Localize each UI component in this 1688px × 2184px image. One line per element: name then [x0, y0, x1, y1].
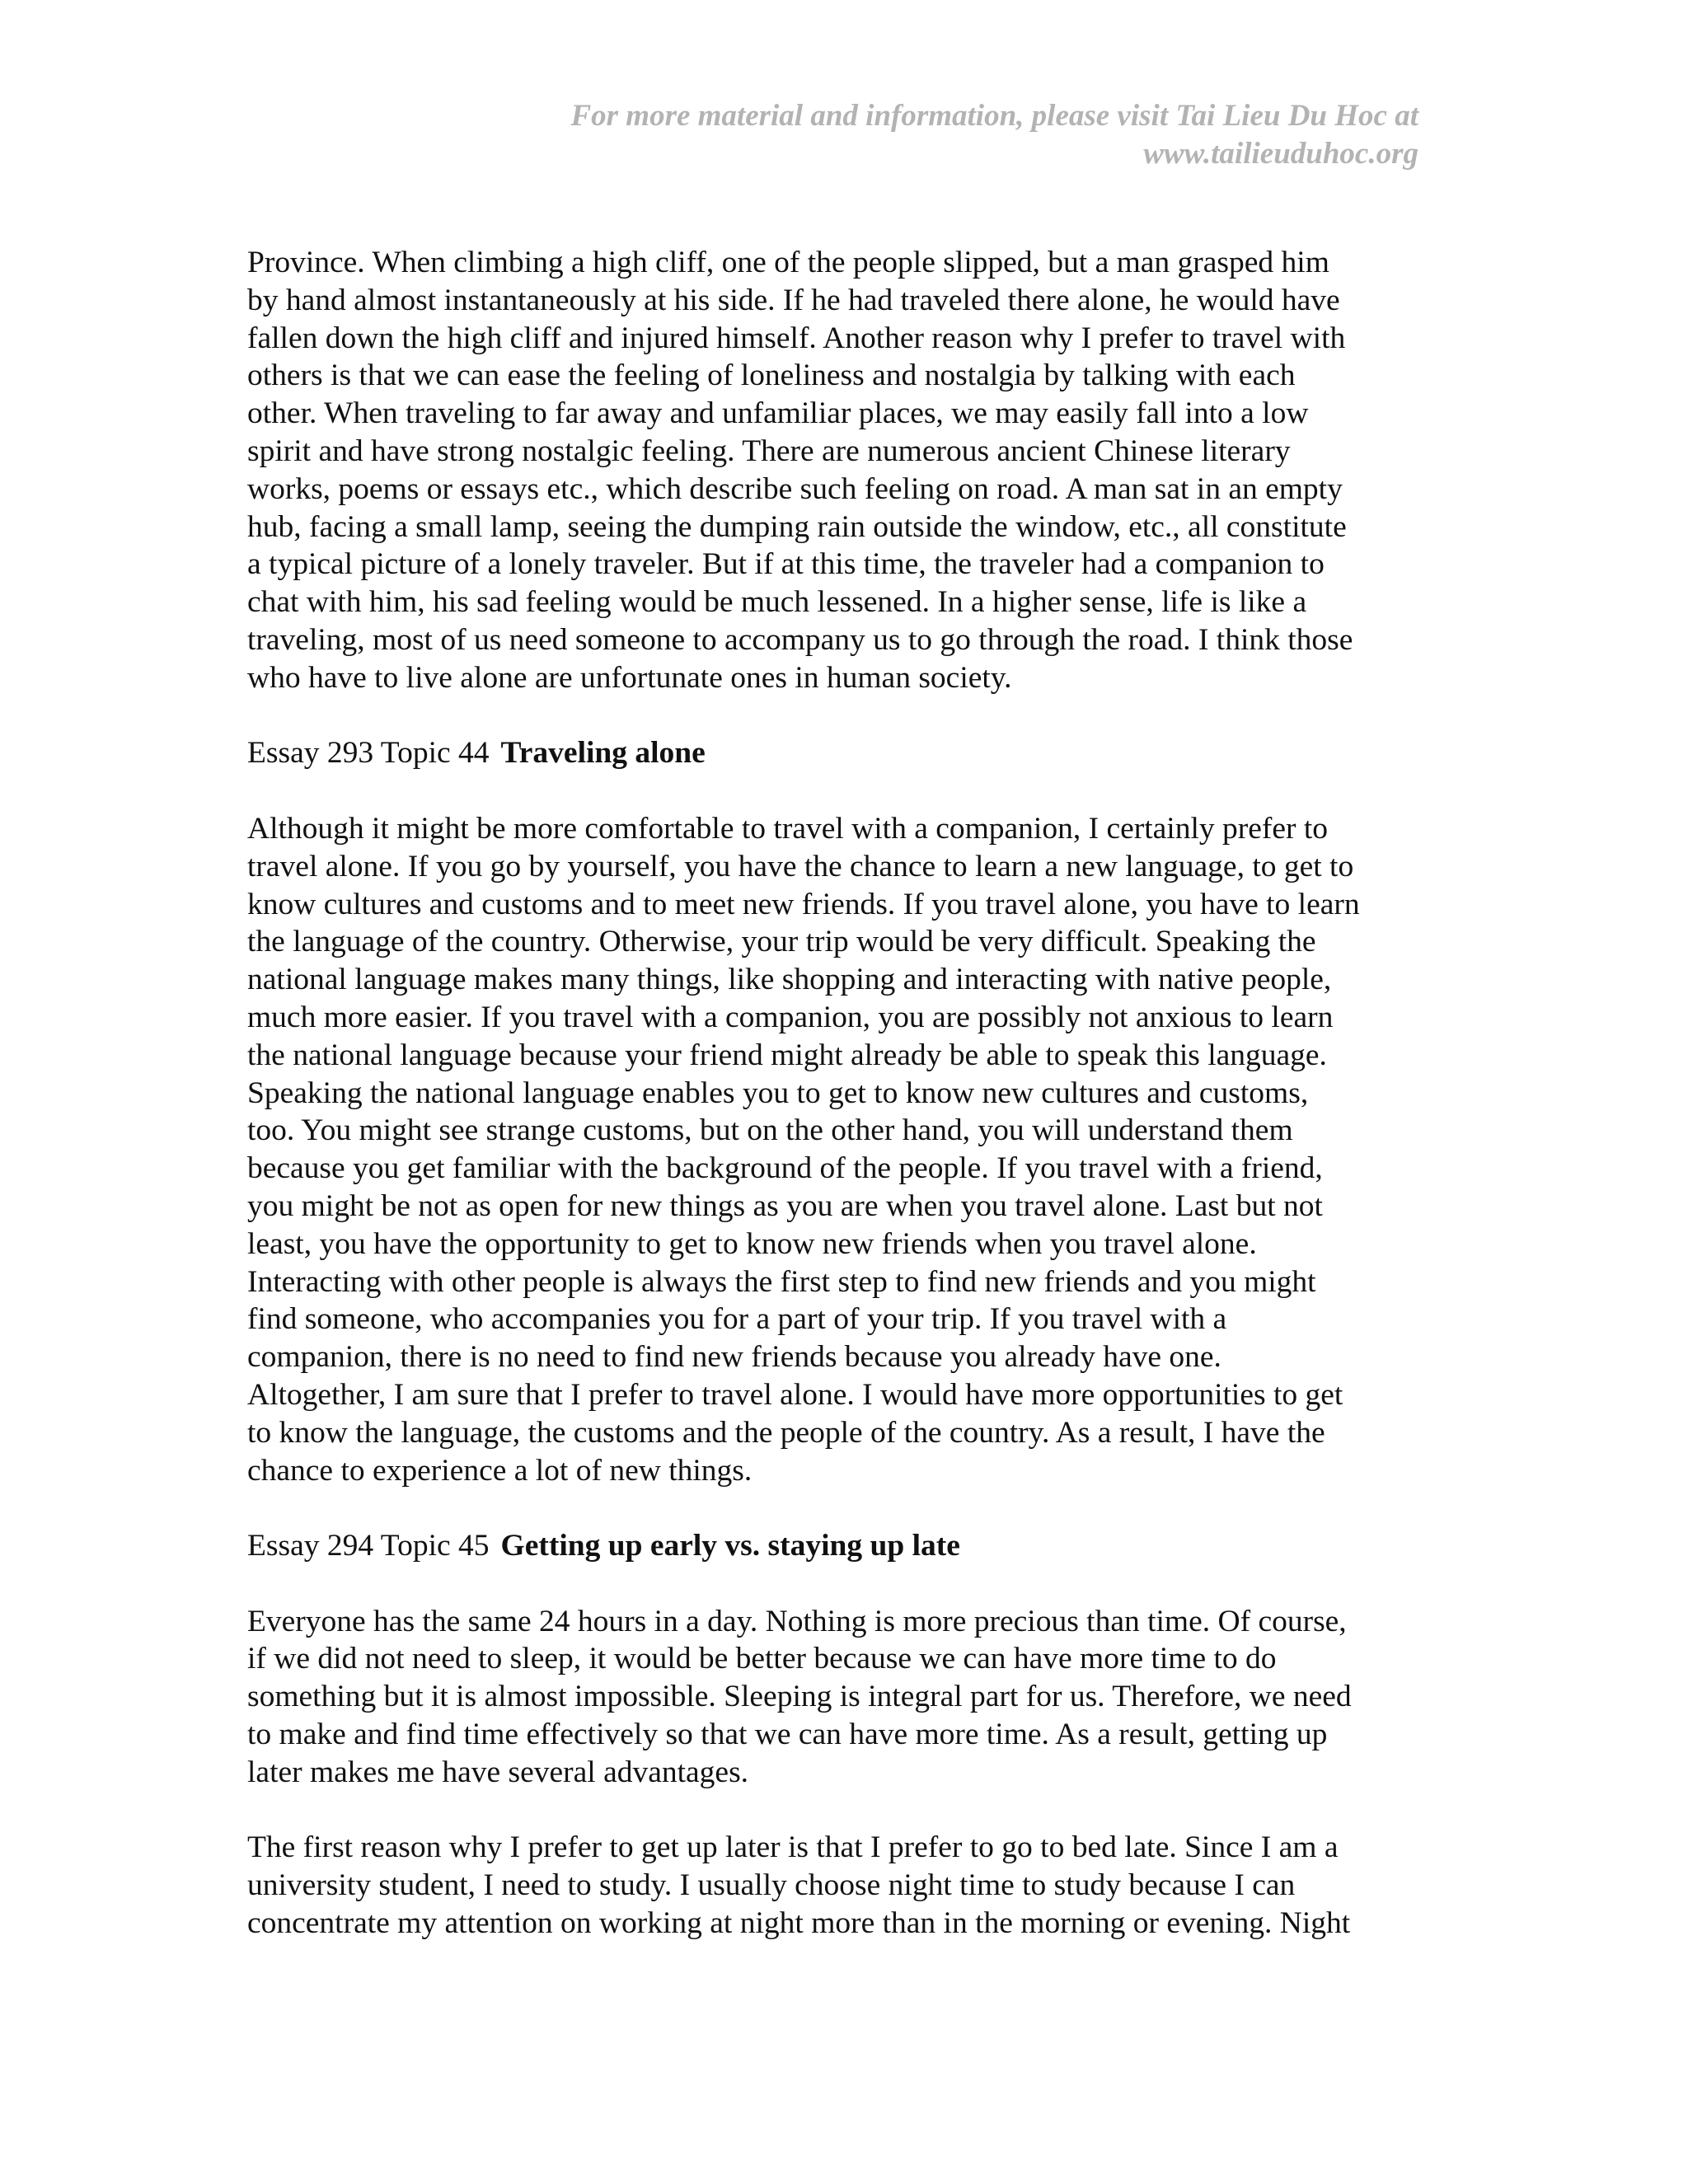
- text-line: a typical picture of a lonely traveler. But if at this time, the traveler had a companion to: [247, 547, 1325, 582]
- text-line: you might be not as open for new things as you are when you travel alone. Last but not: [247, 1188, 1323, 1223]
- text-line: something but it is almost impossible. Sleeping is integral part for us. Therefore, we need: [247, 1680, 1352, 1714]
- paragraph-gap: [247, 697, 1434, 735]
- text-line: Speaking the national language enables you to get to know new cultures and customs,: [247, 1076, 1309, 1110]
- text-line: traveling, most of us need someone to accompany us to go through the road. I think those: [247, 622, 1353, 657]
- essay-294-title: Getting up early vs. staying up late: [500, 1529, 960, 1563]
- text-line: travel alone. If you go by yourself, you have the chance to learn a new language, to get to: [247, 849, 1354, 883]
- paragraph-gap: [247, 1792, 1434, 1830]
- essay-293-paragraph: [247, 810, 1434, 1489]
- text-line: Altogether, I am sure that I prefer to travel alone. I would have more opportunities to get: [247, 1377, 1343, 1412]
- page-header: [429, 97, 1418, 173]
- paragraph-gap: [247, 772, 1434, 810]
- text-line: works, poems or essays etc., which describe such feeling on road. A man sat in an empty: [247, 471, 1343, 506]
- essay-293-label: Essay 293 Topic 44: [247, 736, 490, 771]
- header-line-2: www.tailieuduhoc.org: [1143, 137, 1418, 171]
- text-line: to make and find time effectively so that we can have more time. As a result, getting up: [247, 1718, 1328, 1752]
- text-line: fallen down the high cliff and injured himself. Another reason why I prefer to travel with: [247, 321, 1346, 355]
- text-line: Everyone has the same 24 hours in a day. Nothing is more precious than time. Of course,: [247, 1604, 1347, 1638]
- essay-294-label: Essay 294 Topic 45: [247, 1529, 490, 1563]
- essay-293-heading: [247, 734, 1434, 772]
- paragraph-gap: [247, 1565, 1434, 1603]
- text-line: too. You might see strange customs, but on the other hand, you will understand them: [247, 1113, 1293, 1148]
- text-line: other. When traveling to far away and unfamiliar places, we may easily fall into a low: [247, 396, 1309, 431]
- intro-paragraph: [247, 244, 1434, 697]
- text-line: others is that we can ease the feeling of loneliness and nostalgia by talking with each: [247, 359, 1296, 393]
- text-line: companion, there is no need to find new friends because you already have one.: [247, 1340, 1221, 1375]
- text-line: concentrate my attention on working at night more than in the morning or evening. Night: [247, 1906, 1351, 1941]
- text-line: Province. When climbing a high cliff, one of the people slipped, but a man grasped him: [247, 246, 1329, 279]
- text-line: later makes me have several advantages.: [247, 1755, 749, 1789]
- text-line: if we did not need to sleep, it would be better because we can have more time to do: [247, 1642, 1277, 1676]
- text-line: the national language because your friend might already be able to speak this language.: [247, 1038, 1327, 1072]
- text-line: the language of the country. Otherwise, your trip would be very difficult. Speaking the: [247, 925, 1316, 959]
- text-line: chance to experience a lot of new things.: [247, 1453, 753, 1488]
- text-line: university student, I need to study. I usually choose night time to study because I can: [247, 1868, 1296, 1903]
- document-body: [247, 244, 1434, 1943]
- text-line: Interacting with other people is always the first step to find new friends and you might: [247, 1264, 1316, 1299]
- text-line: national language makes many things, like shopping and interacting with native people,: [247, 963, 1332, 997]
- text-line: by hand almost instantaneously at his side. If he had traveled there alone, he would have: [247, 283, 1340, 317]
- text-line: least, you have the opportunity to get to know new friends when you travel alone.: [247, 1226, 1257, 1261]
- text-line: who have to live alone are unfortunate ones in human society.: [247, 660, 1012, 695]
- text-line: to know the language, the customs and the people of the country. As a result, I have the: [247, 1415, 1325, 1450]
- text-line: hub, facing a small lamp, seeing the dumping rain outside the window, etc., all constitute: [247, 509, 1347, 544]
- essay-294-paragraph-2: [247, 1829, 1434, 1942]
- paragraph-gap: [247, 1489, 1434, 1527]
- essay-294-paragraph-1: [247, 1603, 1434, 1792]
- text-line: Although it might be more comfortable to travel with a companion, I certainly prefer to: [247, 811, 1329, 846]
- text-line: The first reason why I prefer to get up later is that I prefer to go to bed late. Since I am a: [247, 1830, 1339, 1865]
- text-line: chat with him, his sad feeling would be much lessened. In a higher sense, life is like a: [247, 585, 1307, 620]
- essay-294-heading: [247, 1527, 1434, 1565]
- text-line: much more easier. If you travel with a companion, you are possibly not anxious to learn: [247, 1000, 1334, 1034]
- header-line-1: For more material and information, please visit Tai Lieu Du Hoc at: [570, 99, 1418, 133]
- text-line: because you get familiar with the background of the people. If you travel with a friend,: [247, 1151, 1323, 1186]
- text-line: find someone, who accompanies you for a part of your trip. If you travel with a: [247, 1302, 1227, 1337]
- text-line: know cultures and customs and to meet new friends. If you travel alone, you have to learn: [247, 887, 1360, 921]
- text-line: spirit and have strong nostalgic feeling. There are numerous ancient Chinese literary: [247, 434, 1291, 468]
- essay-293-title: Traveling alone: [500, 736, 706, 771]
